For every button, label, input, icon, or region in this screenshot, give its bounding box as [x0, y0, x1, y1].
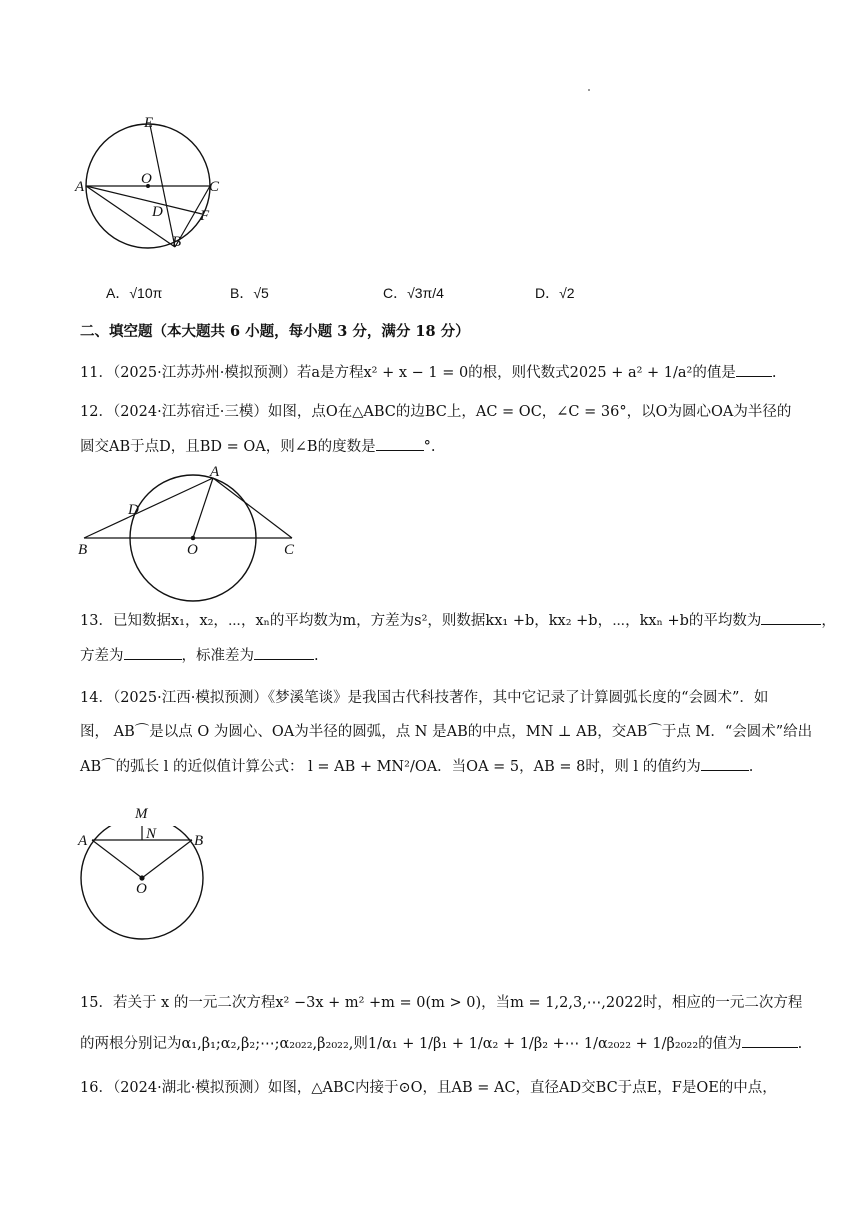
question-11-tail: . [771, 365, 777, 381]
figure-q12 [72, 462, 312, 602]
answer-blank-11[interactable] [736, 362, 772, 377]
segment-ao [193, 478, 213, 538]
question-14-line1: 14．（2025·江西·模拟预测）《梦溪笔谈》是我国古代科技著作，其中它记录了计算圆弧长度的“会圆术”．如 [80, 690, 769, 706]
option-a-value: √10π [129, 285, 163, 301]
segment-ba [84, 478, 213, 538]
question-15-line2 [80, 1033, 802, 1054]
center-point [139, 875, 144, 880]
label-d: D [128, 502, 139, 518]
option-b-value: √5 [253, 285, 269, 301]
label-c: C [209, 179, 220, 195]
option-c-label: C． [383, 285, 408, 301]
question-14-text: AB⌒的弧长 l 的近似值计算公式： l = AB + MN²/OA．当OA = 5，AB = 8时，则 l 的值约为 [80, 759, 701, 775]
question-11 [80, 362, 776, 383]
label-m: M [135, 806, 148, 822]
segment-ac [213, 478, 292, 538]
label-a: A [78, 833, 88, 849]
option-a[interactable] [106, 283, 162, 303]
question-13-line1-tail: ， [821, 613, 836, 629]
section-title: 二、填空题（本大题共 6 小题，每小题 3 分，满分 18 分） [80, 323, 470, 340]
question-15-text: 的两根分别记为α₁,β₁;α₂,β₂;⋯;α₂₀₂₂,β₂₀₂₂,则1/α₁ + 1/β₁ + 1/α₂ + 1/β₂ +⋯ 1/α₂₀₂₂ + 1/β₂₀₂₂的值为 [80, 1036, 742, 1052]
answer-blank-13-mean[interactable] [761, 610, 821, 625]
answer-blank-14[interactable] [701, 756, 749, 771]
option-b-label: B． [230, 285, 254, 301]
question-12-tail: °. [423, 439, 436, 455]
option-a-label: A． [106, 285, 130, 301]
question-13-text: 13．已知数据x₁，x₂，⋯，xₙ的平均数为m，方差为s²，则数据kx₁ +b，kx₂ +b，⋯，kxₙ +b的平均数为 [80, 613, 762, 629]
question-12-line2 [80, 436, 435, 457]
label-b: B [172, 234, 182, 250]
figure-q14-label-m [128, 800, 158, 824]
label-a: A [210, 464, 220, 480]
radius-ob [142, 840, 192, 878]
answer-blank-13-variance[interactable] [124, 645, 182, 660]
label-o: O [136, 881, 147, 897]
question-12-text: 圆交AB于点D，且BD = OA，则∠B的度数是 [80, 439, 376, 455]
label-b: B [194, 833, 204, 849]
figure-q10 [72, 112, 232, 252]
option-d-value: √2 [559, 285, 575, 301]
option-c[interactable] [383, 283, 444, 303]
label-d: D [152, 204, 163, 220]
question-14-tail: . [748, 759, 754, 775]
label-n: N [146, 826, 157, 842]
label-f: F [200, 208, 210, 224]
option-c-value: √3π/4 [407, 285, 444, 301]
question-12-line1: 12．（2024·江苏宿迁·三模）如图，点O在△ABC的边BC上，AC = OC，∠C = 36°，以O为圆心OA为半径的 [80, 404, 792, 420]
question-11-text: 11．（2025·江苏苏州·模拟预测）若a是方程x² + x − 1 = 0的根，则代数式2025 + a² + 1/a²的值是 [80, 365, 736, 381]
answer-blank-15[interactable] [742, 1033, 798, 1048]
question-13-line1 [80, 610, 836, 631]
option-d-label: D． [535, 285, 560, 301]
label-o: O [141, 171, 152, 187]
label-o: O [187, 542, 198, 558]
chord-af [86, 186, 202, 214]
question-14-line3 [80, 756, 753, 777]
question-14-line2: 图， AB⌒是以点 O 为圆心、OA为半径的圆弧，点 N 是AB的中点，MN ⊥ AB，交AB⌒于点 M．“会圆术”给出 [80, 724, 813, 740]
center-point [191, 536, 196, 541]
question-13-line2 [80, 645, 319, 666]
radius-oa [92, 840, 142, 878]
question-15-line1: 15．若关于 x 的一元二次方程x² −3x + m² +m = 0(m > 0)，当m = 1,2,3,⋯,2022时，相应的一元二次方程 [80, 995, 803, 1011]
label-e: E [144, 115, 154, 131]
question-15-tail: . [797, 1036, 803, 1052]
question-13-sd-label: ，标准差为 [181, 648, 254, 664]
label-b: B [78, 542, 88, 558]
question-13-line2-tail: . [314, 648, 319, 664]
option-b[interactable] [230, 283, 269, 303]
question-16-line1: 16．（2024·湖北·模拟预测）如图，△ABC内接于⊙O，且AB = AC，直径AD交BC于点E，F是OE的中点， [80, 1080, 777, 1096]
question-13-variance-label: 方差为 [80, 648, 124, 664]
label-c: C [284, 542, 295, 558]
answer-blank-13-sd[interactable] [254, 645, 314, 660]
label-a: A [75, 179, 85, 195]
answer-blank-12[interactable] [376, 436, 424, 451]
figure-q14 [72, 826, 222, 942]
option-d[interactable] [535, 283, 575, 303]
scan-speck [588, 89, 590, 91]
